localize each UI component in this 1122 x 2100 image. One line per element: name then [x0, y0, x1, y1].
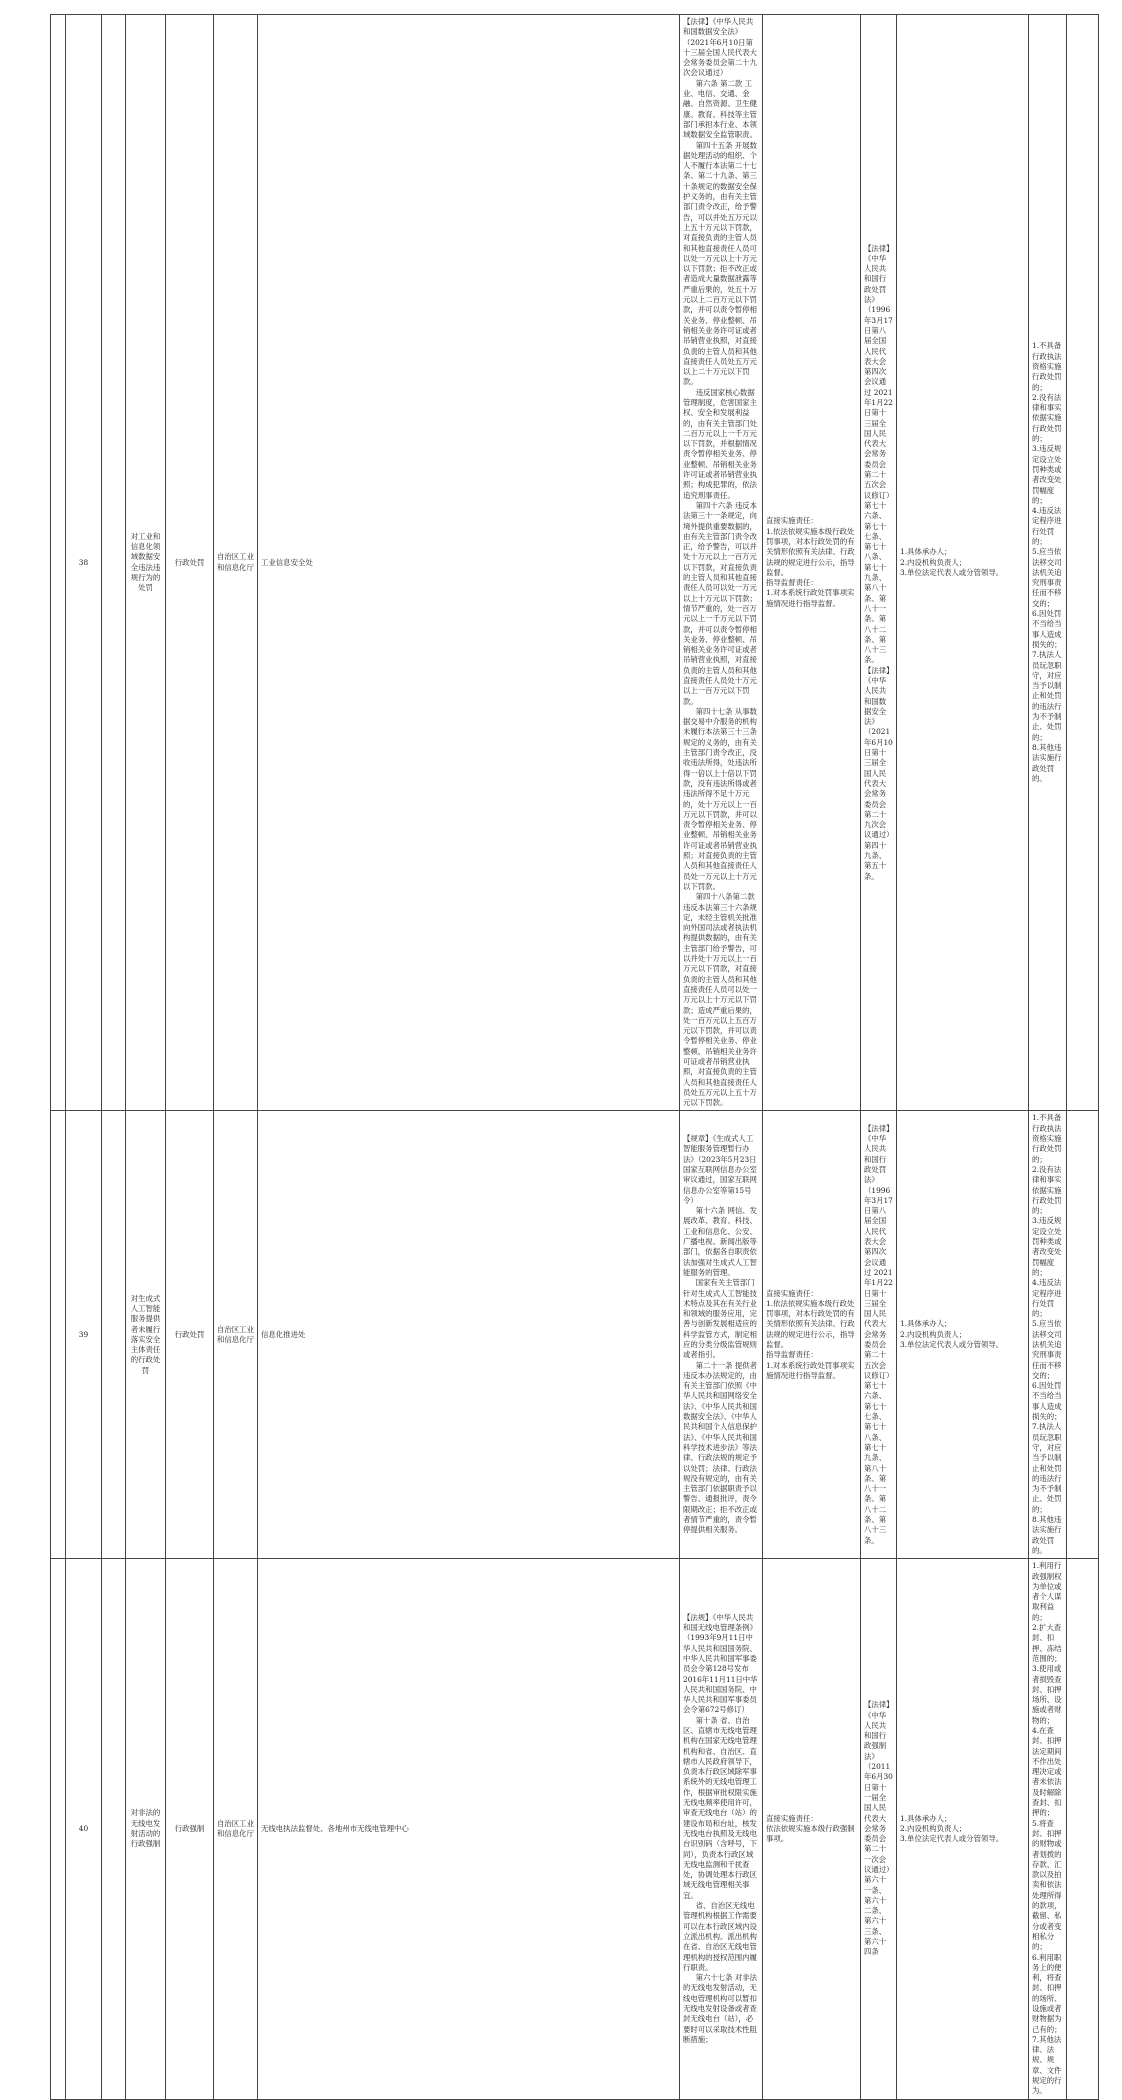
text-line: 1.利用行政强制权为单位或者个人谋取利益的； — [1032, 1561, 1062, 1622]
item-name-cell: 对生成式人工智能服务提供者未履行落实安全主体责任的行政处罚 — [126, 1111, 166, 1559]
text-line: 指导监督责任： — [766, 1350, 818, 1360]
text-line: 第二十一条 提供者违反本办法规定的，由有关主管部门依照《中华人民共和国网络安全法》、《中华人民共和国数据安全法》、《中华人民共和国个人信息保护法》、《中华人民共和国科学技术进步法》等法律、行政法规的规定予以处罚；法律、行政法规没有规定的，由有关主管部门依据职责予以警告、通报批评，责令限期改正；拒不改正或者情节严重的，责令暂停提供相关服务。 — [683, 1360, 758, 1535]
text-line: 指导监督责任： — [766, 578, 818, 588]
responsibility-cell — [763, 1111, 861, 1559]
margin-cell — [51, 1559, 66, 2099]
text-line: 1.不具备行政执法资格实施行政处罚的； — [1032, 1113, 1062, 1164]
text-line: 2.内设机构负责人； — [900, 1329, 967, 1339]
text-line: 3.违反规定设立处罚种类或者改变处罚幅度的； — [1032, 1216, 1062, 1277]
text-line: 1.具体承办人； — [900, 1319, 952, 1329]
text-line: 3.使用或者损毁查封、扣押场所、设施或者财物的； — [1032, 1664, 1062, 1725]
text-line: 【法律】《中华人民共和国数据安全法》（2021年6月10日第十三届全国人民代表大会常务委员会第二十九次会议通过） — [683, 17, 757, 78]
text-line: 直接实施责任： — [766, 516, 818, 526]
text-line: 【法律】《中华人民共和国行政处罚法》 — [864, 1123, 890, 1185]
item-type-cell: 行政强制 — [166, 1559, 214, 2099]
department-cell: 自治区工业和信息化厅 — [214, 1559, 258, 2099]
gap-cell — [102, 1111, 126, 1559]
text-line: 1.不具备行政执法资格实施行政处罚的； — [1032, 341, 1062, 392]
text-line: 1.具体承办人； — [900, 547, 952, 557]
text-line: （1996年3月17日第八届全国人民代表大会第四次会议通过 2021年1月22日第十三届全国人民代表大会常务委员会第二十五次会议修订） — [864, 1185, 894, 1380]
text-line: 【法律】《中华人民共和国行政处罚法》 — [864, 243, 890, 305]
department-cell: 自治区工业和信息化厅 — [214, 15, 258, 1111]
text-line: 3.违反规定设立处罚种类或者改变处罚幅度的； — [1032, 444, 1062, 505]
office-cell: 信息化推进处 — [258, 1111, 680, 1559]
office-cell: 无线电执法监督处、各地州市无线电管理中心 — [258, 1559, 680, 2099]
responsibility-cell — [763, 15, 861, 1111]
text-line: 【法规】《中华人民共和国无线电管理条例》（1993年9月11日中华人民共和国国务院、中华人民共和国军事委员会令第128号发布 2016年11月11日中华人民共和国国务院、中华人民共和国军事委员会令第672号修订） — [683, 1612, 758, 1715]
margin-cell — [51, 15, 66, 1111]
text-line: 国家有关主管部门针对生成式人工智能技术特点及其在有关行业和领域的服务应用，完善与创新发展相适应的科学监管方式，制定相应的分类分级监管规则或者指引。 — [683, 1278, 757, 1360]
gap-cell — [102, 1559, 126, 2099]
accountability-basis-cell — [861, 1559, 897, 2099]
item-name-cell: 对工业和信息化领域数据安全违法违规行为的处罚 — [126, 15, 166, 1111]
text-line: 8.其他违法实施行政处罚的。 — [1032, 1515, 1062, 1555]
text-line: （2011年6月30日第十一届全国人民代表大会常务委员会第二十一次会议通过） — [864, 1762, 894, 1874]
text-line: 3.单位法定代表人或分管领导。 — [900, 1340, 1004, 1349]
text-line: 4.违反法定程序进行处罚的； — [1032, 506, 1062, 546]
office-cell: 工业信息安全处 — [258, 15, 680, 1111]
text-line: 6.因处罚不当给当事人造成损失的； — [1032, 609, 1062, 649]
text-line: 4.在查封、扣押法定期间不作出处理决定或者未依法及时解除查封、扣押的； — [1032, 1725, 1062, 1818]
legal-basis-cell — [680, 15, 763, 1111]
text-line: 第四十九条、第五十条。 — [864, 840, 887, 881]
text-line: 第七十六条、第七十七条、第七十八条、第七十九条、第八十条、第八十一条、第八十二条、第八十三条。 — [864, 500, 887, 665]
accountability-circumstances-cell — [1029, 1111, 1067, 1559]
text-line: 2.没有法律和事实依据实施行政处罚的； — [1032, 1164, 1062, 1216]
text-line: 7.执法人员玩忽职守，对应当予以制止和处罚的违法行为不予制止、处罚的； — [1032, 650, 1062, 742]
text-line: 8.其他违法实施行政处罚的。 — [1032, 742, 1062, 783]
table-row — [51, 1111, 1099, 1559]
text-line: 4.违反法定程序进行处罚的； — [1032, 1278, 1062, 1319]
item-type-cell: 行政处罚 — [166, 1111, 214, 1559]
text-line: 2.扩大查封、扣押、冻结范围的； — [1032, 1623, 1062, 1663]
remark-cell — [1067, 1111, 1099, 1559]
text-line: 3.单位法定代表人或分管领导。 — [900, 567, 1004, 577]
text-line: 第十条 省、自治区、直辖市无线电管理机构在国家无线电管理机构和省、自治区、直辖市人民政府领导下，负责本行政区域除军事系统外的无线电管理工作，根据审批权限实施无线电频率使用许可，审查无线电台（站）的建设布局和台址，核发无线电台执照及无线电台识别码（含呼号，下同），负责本行政区域无线电监测和干扰查处，协调处理本行政区域无线电管理相关事宜。 — [683, 1715, 757, 1900]
remark-cell — [1067, 15, 1099, 1111]
text-line: 直接实施责任： — [766, 1813, 818, 1823]
seq-cell: 40 — [66, 1559, 102, 2099]
text-line: 违反国家核心数据管理制度，危害国家主权、安全和发展利益的，由有关主管部门处二百万元以上一千万元以下罚款，并根据情况责令暂停相关业务、停业整顿、吊销相关业务许可证或者吊销营业执照；构成犯罪的，依法追究刑事责任。 — [683, 387, 757, 500]
text-line: 6.因处罚不当给当事人造成损失的； — [1032, 1381, 1062, 1422]
text-line: 第十六条 网信、发展改革、教育、科技、工业和信息化、公安、广播电视、新闻出版等部门，依据各自职责依法加强对生成式人工智能服务的管理。 — [683, 1206, 758, 1277]
remark-cell — [1067, 1559, 1099, 2099]
text-line: （2021年6月10日第十三届全国人民代表大会常务委员会第二十九次会议通过） — [864, 727, 894, 840]
accountability-basis-cell — [861, 15, 897, 1111]
text-line: 第四十六条 违反本法第三十一条规定，向境外提供重要数据的，由有关主管部门责令改正，给予警告，可以并处十万元以上一百万元以下罚款，对直接负责的主管人员和其他直接责任人员可以处一万元以上十万元以下罚款；情节严重的，处一百万元以上一千万元以下罚款，并可以责令暂停相关业务、停业整顿、吊销相关业务许可证或者吊销营业执照，对直接负责的主管人员和其他直接责任人员处十万元以上一百万元以下罚款。 — [683, 500, 758, 706]
item-name-cell: 对非法的无线电发射活动的行政强制 — [126, 1559, 166, 2099]
margin-cell — [51, 1111, 66, 1559]
text-line: 第六十七条 对非法的无线电发射活动，无线电管理机构可以暂扣无线电发射设备或者查封无线电台（站），必要时可以采取技术性阻断措施； — [683, 1973, 758, 2044]
accountability-basis-cell — [861, 1111, 897, 1559]
seq-cell: 39 — [66, 1111, 102, 1559]
text-line: 1.对本系统行政处罚事项实施情况进行指导监督。 — [766, 588, 855, 608]
text-line: 第六条 第二款 工业、电信、交通、金融、自然资源、卫生健康、教育、科技等主管部门承担本行业、本领域数据安全监管职责。 — [683, 78, 757, 140]
text-line: 第六十一条、第六十二条、第六十三条、第六十四条 — [864, 1875, 887, 1957]
text-line: 第七十六条、第七十七条、第七十八条、第七十九条、第八十条、第八十一条、第八十二条、第八十三条。 — [864, 1381, 887, 1545]
text-line: 【法律】《中华人民共和国数据安全法》 — [864, 665, 890, 727]
text-line: 第四十七条 从事数据交易中介服务的机构未履行本法第三十三条规定的义务的，由有关主管部门责令改正，没收违法所得，处违法所得一倍以上十倍以下罚款，没有违法所得或者违法所得不足十万元的，处十万元以上一百万元以下罚款，并可以责令暂停相关业务、停业整顿、吊销相关业务许可证或者吊销营业执照；对直接负责的主管人员和其他直接责任人员处一万元以上十万元以下罚款。 — [683, 706, 758, 891]
text-line: 1.具体承办人； — [900, 1813, 952, 1823]
text-line: 2.内设机构负责人； — [900, 1823, 967, 1833]
accountability-circumstances-cell — [1029, 1559, 1067, 2099]
table-row — [51, 1559, 1099, 2099]
text-line: 【法律】《中华人民共和国行政强制法》 — [864, 1700, 890, 1761]
text-line: 第四十五条 开展数据处理活动的组织、个人不履行本法第二十七条、第二十九条、第三十条规定的数据安全保护义务的，由有关主管部门责令改正，给予警告，可以并处五万元以上五十万元以下罚款，对直接负责的主管人员和其他直接责任人员可以处一万元以上十万元以下罚款；拒不改正或者造成大量数据泄露等严重后果的，处五十万元以上二百万元以下罚款，并可以责令暂停相关业务、停业整顿、吊销相关业务许可证或者吊销营业执照，对直接负责的主管人员和其他直接责任人员处五万元以上二十万元以下罚款。 — [683, 140, 758, 387]
table-row — [51, 15, 1099, 1111]
accountability-circumstances-cell — [1029, 15, 1067, 1111]
gap-cell — [102, 15, 126, 1111]
text-line: 5.应当依法移交司法机关追究刑事责任而不移交的； — [1032, 547, 1062, 608]
legal-basis-cell — [680, 1111, 763, 1559]
text-line: 【规章】《生成式人工智能服务管理暂行办法》（2023年5月23日国家互联网信息办公室审议通过，国家互联网信息办公室等第15号令） — [683, 1134, 757, 1205]
department-cell: 自治区工业和信息化厅 — [214, 1111, 258, 1559]
text-line: 省、自治区无线电管理机构根据工作需要可以在本行政区域内设立派出机构。派出机构在省、自治区无线电管理机构的授权范围内履行职责。 — [683, 1901, 757, 1972]
text-line: 1.依法依规实施本级行政处罚事项，对本行政处罚的有关情形依照有关法律、行政法规的规定进行公示，指导监督。 — [766, 1298, 855, 1349]
text-line: （1996年3月17日第八届全国人民代表大会第四次会议通过 2021年1月22日第十三届全国人民代表大会常务委员会第二十五次会议修订） — [864, 305, 894, 500]
text-line: 7.执法人员玩忽职守，对应当予以制止和处罚的违法行为不予制止、处罚的； — [1032, 1422, 1062, 1514]
text-line: 第四十八条第二款 违反本法第三十六条规定，未经主管机关批准向外国司法或者执法机构提供数据的，由有关主管部门给予警告，可以并处十万元以上一百万元以下罚款，对直接负责的主管人员和其他直接责任人员可以处一万元以上十万元以下罚款；造成严重后果的，处一百万元以上五百万元以下罚款，并可以责令暂停相关业务、停业整顿、吊销相关业务许可证或者吊销营业执照，对直接负责的主管人员和其他直接责任人员处五万元以上五十万元以下罚款。 — [683, 892, 757, 1108]
accountability-subject-cell — [897, 15, 1029, 1111]
text-line: 2.没有法律和事实依据实施行政处罚的； — [1032, 392, 1062, 444]
text-line: 2.内设机构负责人； — [900, 557, 967, 567]
legal-basis-cell — [680, 1559, 763, 2099]
text-line: 1.依法依规实施本级行政处罚事项，对本行政处罚的有关情形依照有关法律、行政法规的规定进行公示，指导监督。 — [766, 526, 855, 577]
seq-cell: 38 — [66, 15, 102, 1111]
accountability-subject-cell — [897, 1111, 1029, 1559]
text-line: 6.利用职务上的便利，将查封、扣押的场所、设施或者财物据为己有的； — [1032, 1952, 1062, 2034]
text-line: 5.将查封、扣押的财物或者划拨的存款、汇款以及拍卖和依法处理所得的款项，截留、私分或者变相私分的； — [1032, 1818, 1062, 1952]
text-line: 7.其他法律、法规、规章、文件规定的行为。 — [1032, 2034, 1062, 2096]
responsibility-cell — [763, 1559, 861, 2099]
text-line: 依法依规实施本级行政强制事项。 — [766, 1823, 855, 1844]
accountability-subject-cell — [897, 1559, 1029, 2099]
responsibility-table — [50, 14, 1099, 2100]
text-line: 5.应当依法移交司法机关追究刑事责任而不移交的； — [1032, 1319, 1062, 1380]
text-line: 3.单位法定代表人或分管领导。 — [900, 1834, 1004, 1844]
text-line: 直接实施责任： — [766, 1288, 818, 1298]
item-type-cell: 行政处罚 — [166, 15, 214, 1111]
text-line: 1.对本系统行政处罚事项实施情况进行指导监督。 — [766, 1360, 855, 1380]
